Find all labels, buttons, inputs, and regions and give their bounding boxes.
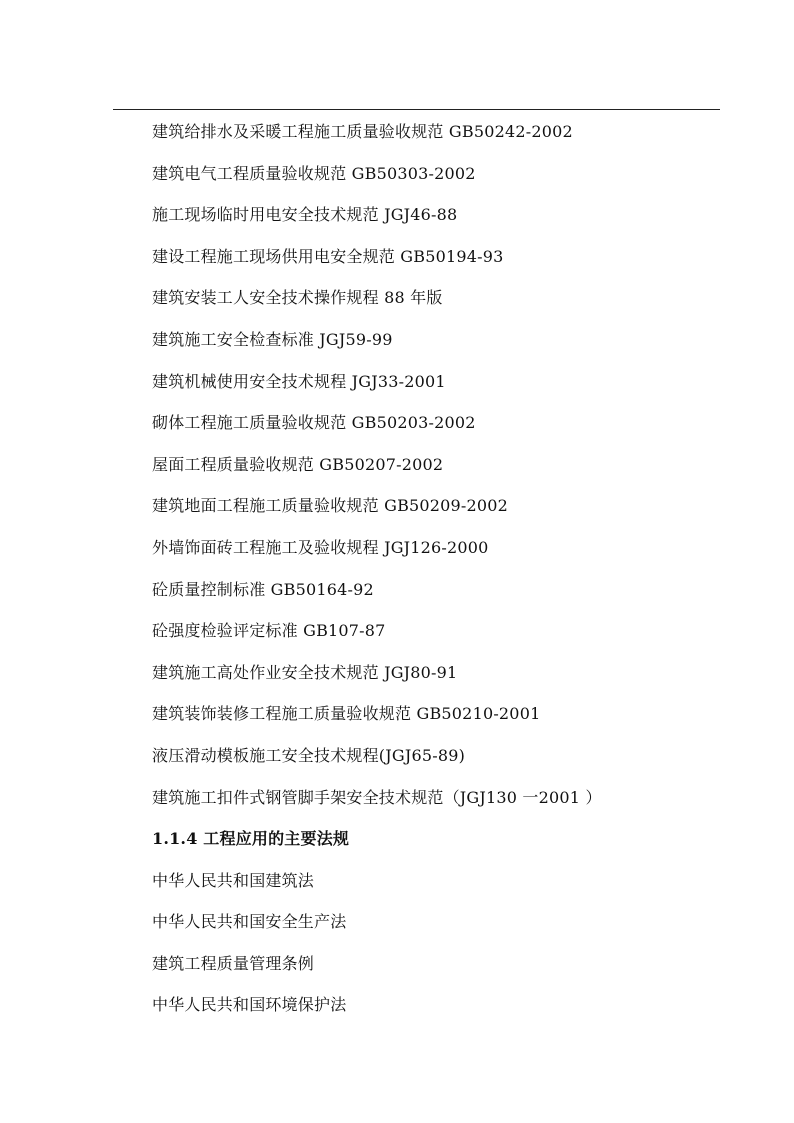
standard-item: 建筑施工高处作业安全技术规范 JGJ80-91 xyxy=(152,662,458,682)
standards-list xyxy=(152,117,732,824)
standard-item: 砼强度检验评定标准 GB107-87 xyxy=(152,621,386,641)
standard-item: 砼质量控制标准 GB50164-92 xyxy=(152,579,374,599)
law-item: 中华人民共和国环境保护法 xyxy=(152,995,347,1015)
standard-item: 建设工程施工现场供用电安全规范 GB50194-93 xyxy=(152,246,504,266)
standard-item: 建筑电气工程质量验收规范 GB50303-2002 xyxy=(152,163,476,183)
law-item: 中华人民共和国建筑法 xyxy=(152,870,315,890)
law-item: 建筑工程质量管理条例 xyxy=(152,953,315,973)
standard-item: 建筑给排水及采暖工程施工质量验收规范 GB50242-2002 xyxy=(152,122,573,141)
standard-item: 建筑施工扣件式钢管脚手架安全技术规范（JGJ130 一2001 ） xyxy=(152,787,602,807)
standard-item: 建筑装饰装修工程施工质量验收规范 GB50210-2001 xyxy=(152,704,541,724)
standard-item: 建筑地面工程施工质量验收规范 GB50209-2002 xyxy=(152,496,509,516)
standard-item: 砌体工程施工质量验收规范 GB50203-2002 xyxy=(152,413,476,433)
section-heading: 1.1.4 工程应用的主要法规 xyxy=(152,829,350,849)
standard-item: 建筑施工安全检查标准 JGJ59-99 xyxy=(152,329,393,349)
standard-item: 建筑机械使用安全技术规程 JGJ33-2001 xyxy=(152,371,446,391)
standard-item: 屋面工程质量验收规范 GB50207-2002 xyxy=(152,454,444,474)
document-body xyxy=(152,117,732,1032)
standard-item: 施工现场临时用电安全技术规范 JGJ46-88 xyxy=(152,205,458,225)
standard-item: 外墙饰面砖工程施工及验收规程 JGJ126-2000 xyxy=(152,537,489,557)
header-rule xyxy=(113,109,720,110)
standard-item: 建筑安装工人安全技术操作规程 88 年版 xyxy=(152,288,443,308)
law-item: 中华人民共和国安全生产法 xyxy=(152,912,347,932)
laws-list xyxy=(152,866,732,1032)
standard-item: 液压滑动模板施工安全技术规程(JGJ65-89) xyxy=(152,745,466,765)
